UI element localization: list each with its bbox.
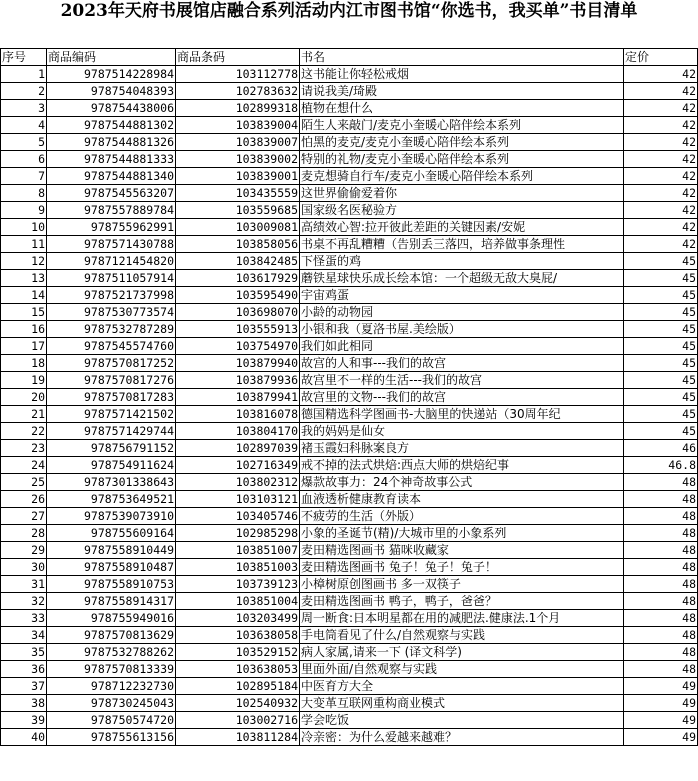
product-code: 9787558914317: [47, 593, 176, 610]
product-barcode: 103858056: [176, 236, 300, 253]
product-code: 9787558910753: [47, 576, 176, 593]
product-barcode: 102783632: [176, 83, 300, 100]
product-barcode: 103839004: [176, 117, 300, 134]
row-number: 37: [1, 678, 47, 695]
book-price: 48: [624, 542, 698, 559]
row-number: 24: [1, 457, 47, 474]
book-price: 48: [624, 491, 698, 508]
row-number: 36: [1, 661, 47, 678]
row-number: 18: [1, 355, 47, 372]
row-number: 19: [1, 372, 47, 389]
product-code: 9787570813339: [47, 661, 176, 678]
table-row: [1, 712, 698, 729]
book-price: 48: [624, 661, 698, 678]
book-title: 小樟树原创图画书 多一双筷子: [300, 576, 624, 593]
product-code: 978753649521: [47, 491, 176, 508]
book-title: 小银和我（夏洛书屋.美绘版）: [300, 321, 624, 338]
book-price: 49: [624, 695, 698, 712]
table-row: [1, 321, 698, 338]
table-row: [1, 661, 698, 678]
row-number: 21: [1, 406, 47, 423]
product-code: 9787570817283: [47, 389, 176, 406]
product-code: 978754911624: [47, 457, 176, 474]
product-barcode: 102985298: [176, 525, 300, 542]
table-row: [1, 457, 698, 474]
book-title: 德国精选科学图画书-大脑里的快递站（30周年纪: [300, 406, 624, 423]
book-price: 45: [624, 287, 698, 304]
row-number: 30: [1, 559, 47, 576]
product-code: 978755949016: [47, 610, 176, 627]
row-number: 33: [1, 610, 47, 627]
header-barcode: 商品条码: [176, 49, 300, 66]
table-row: [1, 372, 698, 389]
book-price: 42: [624, 185, 698, 202]
header-name: 书名: [300, 49, 624, 66]
product-code: 9787539073910: [47, 508, 176, 525]
row-number: 22: [1, 423, 47, 440]
table-row: [1, 627, 698, 644]
product-barcode: 103617929: [176, 270, 300, 287]
row-number: 3: [1, 100, 47, 117]
header-price: 定价: [624, 49, 698, 66]
row-number: 35: [1, 644, 47, 661]
table-row: [1, 304, 698, 321]
book-title: 这世界偷偷爱着你: [300, 185, 624, 202]
product-code: 978754048393: [47, 83, 176, 100]
table-row: [1, 729, 698, 746]
product-code: 9787511057914: [47, 270, 176, 287]
table-row: [1, 695, 698, 712]
document-title: 2023年天府书展馆店融合系列活动内江市图书馆“你选书，我买单”书目清单: [60, 1, 638, 21]
product-code: 9787570817252: [47, 355, 176, 372]
table-row: [1, 440, 698, 457]
book-price: 42: [624, 219, 698, 236]
book-title: 麦田精选图画书 猫咪收藏家: [300, 542, 624, 559]
book-title: 病人家属,请来一下 (译文科学): [300, 644, 624, 661]
product-barcode: 103009081: [176, 219, 300, 236]
book-title: 冷亲密：为什么爱越来越难？: [300, 729, 624, 746]
product-barcode: 103595490: [176, 287, 300, 304]
book-title: 故宫里不一样的生活---我们的故宫: [300, 372, 624, 389]
product-barcode: 103851007: [176, 542, 300, 559]
product-code: 978755609164: [47, 525, 176, 542]
row-number: 28: [1, 525, 47, 542]
product-barcode: 103002716: [176, 712, 300, 729]
book-price: 48: [624, 508, 698, 525]
product-code: 9787544881326: [47, 134, 176, 151]
table-row: [1, 389, 698, 406]
product-barcode: 103405746: [176, 508, 300, 525]
book-title: 怕黑的麦克/麦克小奎暖心陪伴绘本系列: [300, 134, 624, 151]
product-barcode: 103754970: [176, 338, 300, 355]
book-price: 48: [624, 593, 698, 610]
table-row: [1, 253, 698, 270]
row-number: 1: [1, 66, 47, 83]
product-code: 978756791152: [47, 440, 176, 457]
product-code: 9787514228984: [47, 66, 176, 83]
row-number: 11: [1, 236, 47, 253]
row-number: 20: [1, 389, 47, 406]
row-number: 26: [1, 491, 47, 508]
row-number: 40: [1, 729, 47, 746]
table-row: [1, 202, 698, 219]
book-title: 高绩效心智:拉开彼此差距的关键因素/安妮: [300, 219, 624, 236]
book-title: 我们如此相同: [300, 338, 624, 355]
book-title: 这书能让你轻松戒烟: [300, 66, 624, 83]
product-barcode: 103816078: [176, 406, 300, 423]
row-number: 39: [1, 712, 47, 729]
product-barcode: 103802312: [176, 474, 300, 491]
book-price: 46.8: [624, 457, 698, 474]
book-price: 48: [624, 525, 698, 542]
product-barcode: 103739123: [176, 576, 300, 593]
row-number: 23: [1, 440, 47, 457]
book-title: 陌生人来敲门/麦克小奎暖心陪伴绘本系列: [300, 117, 624, 134]
product-barcode: 103811284: [176, 729, 300, 746]
product-code: 9787121454820: [47, 253, 176, 270]
book-title: 故宫里的文物---我们的故宫: [300, 389, 624, 406]
book-price: 48: [624, 559, 698, 576]
product-barcode: 103842485: [176, 253, 300, 270]
book-title: 麦田精选图画书 鸭子，鸭子，爸爸？: [300, 593, 624, 610]
book-price: 48: [624, 644, 698, 661]
product-code: 9787544881302: [47, 117, 176, 134]
book-title: 故宫的人和事---我们的故宫: [300, 355, 624, 372]
table-row: [1, 406, 698, 423]
book-price: 45: [624, 270, 698, 287]
book-price: 46: [624, 440, 698, 457]
product-barcode: 103839001: [176, 168, 300, 185]
book-price: 45: [624, 372, 698, 389]
table-row: [1, 134, 698, 151]
row-number: 4: [1, 117, 47, 134]
table-row: [1, 83, 698, 100]
product-code: 9787301338643: [47, 474, 176, 491]
book-price: 45: [624, 406, 698, 423]
row-number: 16: [1, 321, 47, 338]
book-title: 血液透析健康教育读本: [300, 491, 624, 508]
table-row: [1, 236, 698, 253]
product-barcode: 103851003: [176, 559, 300, 576]
book-price: 49: [624, 729, 698, 746]
product-code: 9787571430788: [47, 236, 176, 253]
table-row: [1, 525, 698, 542]
row-number: 10: [1, 219, 47, 236]
product-barcode: 103839007: [176, 134, 300, 151]
table-row: [1, 219, 698, 236]
book-title: 小象的圣诞节(精)/大城市里的小象系列: [300, 525, 624, 542]
book-title: 爆款故事力：24个神奇故事公式: [300, 474, 624, 491]
table-row: [1, 644, 698, 661]
product-code: 9787532787289: [47, 321, 176, 338]
product-code: 9787544881333: [47, 151, 176, 168]
table-row: [1, 185, 698, 202]
product-code: 9787521737998: [47, 287, 176, 304]
row-number: 12: [1, 253, 47, 270]
book-price: 45: [624, 253, 698, 270]
book-title: 特别的礼物/麦克小奎暖心陪伴绘本系列: [300, 151, 624, 168]
product-barcode: 103529152: [176, 644, 300, 661]
table-row: [1, 355, 698, 372]
row-number: 29: [1, 542, 47, 559]
row-number: 17: [1, 338, 47, 355]
row-number: 7: [1, 168, 47, 185]
table-row: [1, 168, 698, 185]
book-price: 42: [624, 236, 698, 253]
table-row: [1, 117, 698, 134]
book-list-table: [0, 48, 698, 746]
header-no: 序号: [1, 49, 47, 66]
product-barcode: 102897039: [176, 440, 300, 457]
header-code: 商品编码: [47, 49, 176, 66]
product-barcode: 103851004: [176, 593, 300, 610]
book-price: 48: [624, 627, 698, 644]
product-barcode: 103638053: [176, 661, 300, 678]
book-price: 42: [624, 66, 698, 83]
book-price: 49: [624, 712, 698, 729]
table-row: [1, 491, 698, 508]
row-number: 13: [1, 270, 47, 287]
book-title: 不疲劳的生活（外版）: [300, 508, 624, 525]
product-code: 978750574720: [47, 712, 176, 729]
book-price: 42: [624, 83, 698, 100]
book-title: 麦克想骑自行车/麦克小奎暖心陪伴绘本系列: [300, 168, 624, 185]
product-code: 9787545563207: [47, 185, 176, 202]
book-price: 42: [624, 202, 698, 219]
book-price: 45: [624, 355, 698, 372]
book-title: 大变革互联网重构商业模式: [300, 695, 624, 712]
row-number: 9: [1, 202, 47, 219]
book-title: 中医育方大全: [300, 678, 624, 695]
table-row: [1, 678, 698, 695]
product-barcode: 102716349: [176, 457, 300, 474]
book-price: 42: [624, 100, 698, 117]
row-number: 34: [1, 627, 47, 644]
book-price: 42: [624, 168, 698, 185]
product-code: 9787532788262: [47, 644, 176, 661]
book-title: 手电筒看见了什么/自然观察与实践: [300, 627, 624, 644]
table-row: [1, 151, 698, 168]
table-row: [1, 423, 698, 440]
product-code: 9787558910449: [47, 542, 176, 559]
book-price: 42: [624, 117, 698, 134]
product-code: 9787571421502: [47, 406, 176, 423]
product-barcode: 102899318: [176, 100, 300, 117]
product-barcode: 103559685: [176, 202, 300, 219]
row-number: 25: [1, 474, 47, 491]
book-title: 麦田精选图画书 兔子！兔子！兔子！: [300, 559, 624, 576]
product-code: 9787530773574: [47, 304, 176, 321]
product-barcode: 103112778: [176, 66, 300, 83]
table-row: [1, 610, 698, 627]
product-code: 9787571429744: [47, 423, 176, 440]
book-title: 下怪蛋的鸡: [300, 253, 624, 270]
table-row: [1, 593, 698, 610]
product-barcode: 102895184: [176, 678, 300, 695]
product-barcode: 102540932: [176, 695, 300, 712]
book-title: 请说我美/琦殿: [300, 83, 624, 100]
row-number: 38: [1, 695, 47, 712]
table-row: [1, 270, 698, 287]
product-barcode: 103804170: [176, 423, 300, 440]
table-header-row: [1, 49, 698, 66]
table-row: [1, 287, 698, 304]
product-barcode: 103698070: [176, 304, 300, 321]
table-row: [1, 474, 698, 491]
product-code: 978755962991: [47, 219, 176, 236]
book-price: 42: [624, 134, 698, 151]
row-number: 5: [1, 134, 47, 151]
product-code: 9787545574760: [47, 338, 176, 355]
book-title: 国家级名医秘验方: [300, 202, 624, 219]
book-title: 戒不掉的法式烘焙:西点大师的烘焙纪事: [300, 457, 624, 474]
product-barcode: 103203499: [176, 610, 300, 627]
product-code: 978754438006: [47, 100, 176, 117]
table-row: [1, 100, 698, 117]
product-code: 9787570817276: [47, 372, 176, 389]
book-price: 48: [624, 474, 698, 491]
product-barcode: 103879941: [176, 389, 300, 406]
table-row: [1, 338, 698, 355]
book-price: 49: [624, 678, 698, 695]
row-number: 6: [1, 151, 47, 168]
product-code: 978712232730: [47, 678, 176, 695]
product-code: 9787558910487: [47, 559, 176, 576]
row-number: 2: [1, 83, 47, 100]
product-code: 978755613156: [47, 729, 176, 746]
product-barcode: 103839002: [176, 151, 300, 168]
product-barcode: 103879936: [176, 372, 300, 389]
book-price: 45: [624, 423, 698, 440]
book-title: 小龄的动物园: [300, 304, 624, 321]
book-price: 45: [624, 321, 698, 338]
book-title: 学会吃饭: [300, 712, 624, 729]
book-price: 48: [624, 610, 698, 627]
table-row: [1, 66, 698, 83]
product-code: 9787557889784: [47, 202, 176, 219]
row-number: 27: [1, 508, 47, 525]
book-title: 褚玉霞妇科脉案良方: [300, 440, 624, 457]
book-title: 蘑铁星球快乐成长绘本馆：一个超级无敌大臭屁/: [300, 270, 624, 287]
product-barcode: 103638058: [176, 627, 300, 644]
product-barcode: 103555913: [176, 321, 300, 338]
product-code: 978730245043: [47, 695, 176, 712]
product-code: 9787544881340: [47, 168, 176, 185]
book-title: 宇宙鸡蛋: [300, 287, 624, 304]
book-title: 植物在想什么: [300, 100, 624, 117]
row-number: 8: [1, 185, 47, 202]
product-barcode: 103103121: [176, 491, 300, 508]
book-title: 里面外面/自然观察与实践: [300, 661, 624, 678]
book-price: 42: [624, 151, 698, 168]
book-price: 48: [624, 576, 698, 593]
row-number: 15: [1, 304, 47, 321]
product-code: 9787570813629: [47, 627, 176, 644]
row-number: 14: [1, 287, 47, 304]
book-price: 45: [624, 389, 698, 406]
table-row: [1, 559, 698, 576]
row-number: 32: [1, 593, 47, 610]
book-price: 45: [624, 304, 698, 321]
table-row: [1, 542, 698, 559]
product-barcode: 103879940: [176, 355, 300, 372]
table-row: [1, 508, 698, 525]
table-row: [1, 576, 698, 593]
book-title: 书桌不再乱糟糟（告别丢三落四，培养做事条理性: [300, 236, 624, 253]
product-barcode: 103435559: [176, 185, 300, 202]
book-price: 45: [624, 338, 698, 355]
book-title: 周一断食:日本明星都在用的减肥法.健康法.1个月: [300, 610, 624, 627]
book-title: 我的妈妈是仙女: [300, 423, 624, 440]
row-number: 31: [1, 576, 47, 593]
